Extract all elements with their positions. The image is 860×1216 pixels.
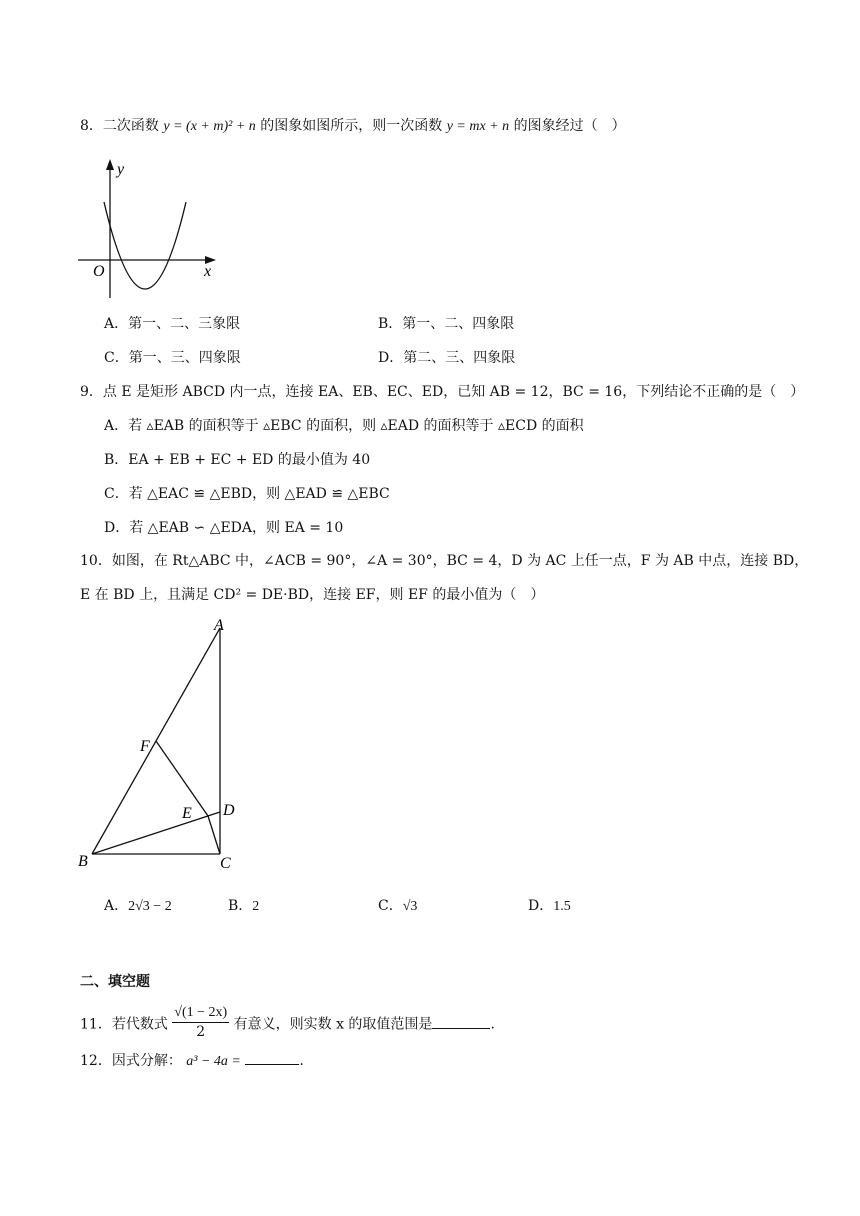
q12-answer-blank[interactable] (245, 1050, 299, 1065)
q10-option-a-letter: A． (104, 898, 129, 914)
q10-triangle-figure (74, 612, 244, 874)
q10-label-a: A (214, 617, 224, 634)
q10-option-d (528, 896, 571, 917)
q8-stem-c: 的图象经过（ ） (513, 118, 626, 134)
q9-stem-text: 点 E 是矩形 ABCD 内一点，连接 EA、EB、EC、ED，已知 AB = 12，BC = 16，下列结论不正确的是（ ） (102, 384, 805, 400)
q11-stem-a: 若代数式 (111, 1016, 168, 1033)
q11-stem-end: . (490, 1016, 495, 1033)
q10-option-a-value: 2√3 − 2 (128, 899, 172, 914)
q12-stem-a: 因式分解： (111, 1053, 182, 1069)
q10-label-e: E (182, 805, 192, 822)
q10-option-c (378, 896, 417, 917)
q10-label-d: D (223, 802, 235, 819)
q10-label-b: B (78, 853, 88, 870)
q12-stem (80, 1050, 304, 1072)
q11-answer-blank[interactable] (432, 1014, 490, 1029)
q10-option-d-value: 1.5 (553, 899, 571, 914)
q8-number: 8． (80, 118, 103, 134)
q10-number: 10． (80, 553, 112, 569)
q10-stem-line1 (80, 551, 808, 571)
q11-stem (80, 1006, 495, 1043)
q10-option-a (104, 896, 172, 917)
q12-expression: a³ − 4a = (186, 1054, 241, 1069)
q8-option-a: A．第一、二、三象限 (104, 316, 241, 332)
q8-option-d: D．第二、三、四象限 (378, 350, 516, 366)
q11-frac-numerator: √(1 − 2x) (172, 1004, 229, 1023)
q8-stem (80, 116, 626, 137)
q8-x-label: x (204, 263, 212, 280)
q8-option-c: C．第一、三、四象限 (104, 350, 241, 366)
q8-y-label: y (117, 161, 125, 178)
q8-formula-a: y = (x + m)² + n (163, 119, 256, 134)
q11-number: 11． (80, 1016, 112, 1033)
q8-option-b: B．第一、二、四象限 (378, 316, 515, 332)
q11-frac-denominator: 2 (196, 1024, 206, 1040)
q11-stem-b: 有意义，则实数 x 的取值范围是 (233, 1016, 433, 1033)
q10-stem-text-1: 如图，在 Rt△ABC 中，∠ACB = 90°，∠A = 30°，BC = 4，D 为 AC 上任一点，F 为 AB 中点，连接 BD， (111, 553, 809, 569)
q9-option-d: D．若 △EAB ∽ △EDA，则 EA = 10 (104, 520, 344, 536)
q8-stem-b: 的图象如图所示，则一次函数 (260, 118, 443, 134)
q9-stem (80, 382, 804, 402)
q9-number: 9． (80, 384, 103, 400)
q12-stem-end: . (299, 1053, 304, 1069)
q8-stem-a: 二次函数 (102, 118, 159, 134)
section-title: 二、填空题 (80, 974, 150, 990)
q9-option-b: B．EA + EB + EC + ED 的最小值为 40 (104, 452, 371, 468)
q10-option-b (228, 896, 259, 917)
q12-number: 12． (80, 1053, 112, 1069)
q10-option-b-letter: B． (228, 898, 253, 914)
q10-option-b-value: 2 (252, 899, 260, 914)
q8-formula-b: y = mx + n (446, 119, 510, 134)
q10-label-c: C (220, 855, 231, 872)
q8-parabola-graph (74, 156, 224, 304)
q9-option-c: C．若 △EAC ≌ △EBD，则 △EAD ≌ △EBC (104, 486, 390, 502)
q10-option-d-letter: D． (528, 898, 554, 914)
q10-option-c-letter: C． (378, 898, 403, 914)
q8-origin-label: O (93, 263, 105, 280)
q10-option-c-value: √3 (402, 899, 418, 914)
q10-label-f: F (140, 738, 150, 755)
q9-option-a: A．若 ▵EAB 的面积等于 ▵EBC 的面积，则 ▵EAD 的面积等于 ▵ECD 的面积 (104, 418, 584, 434)
q10-stem-line2: E 在 BD 上，且满足 CD² = DE·BD，连接 EF，则 EF 的最小值为（ ） (80, 587, 545, 603)
q11-fraction (172, 1004, 229, 1041)
